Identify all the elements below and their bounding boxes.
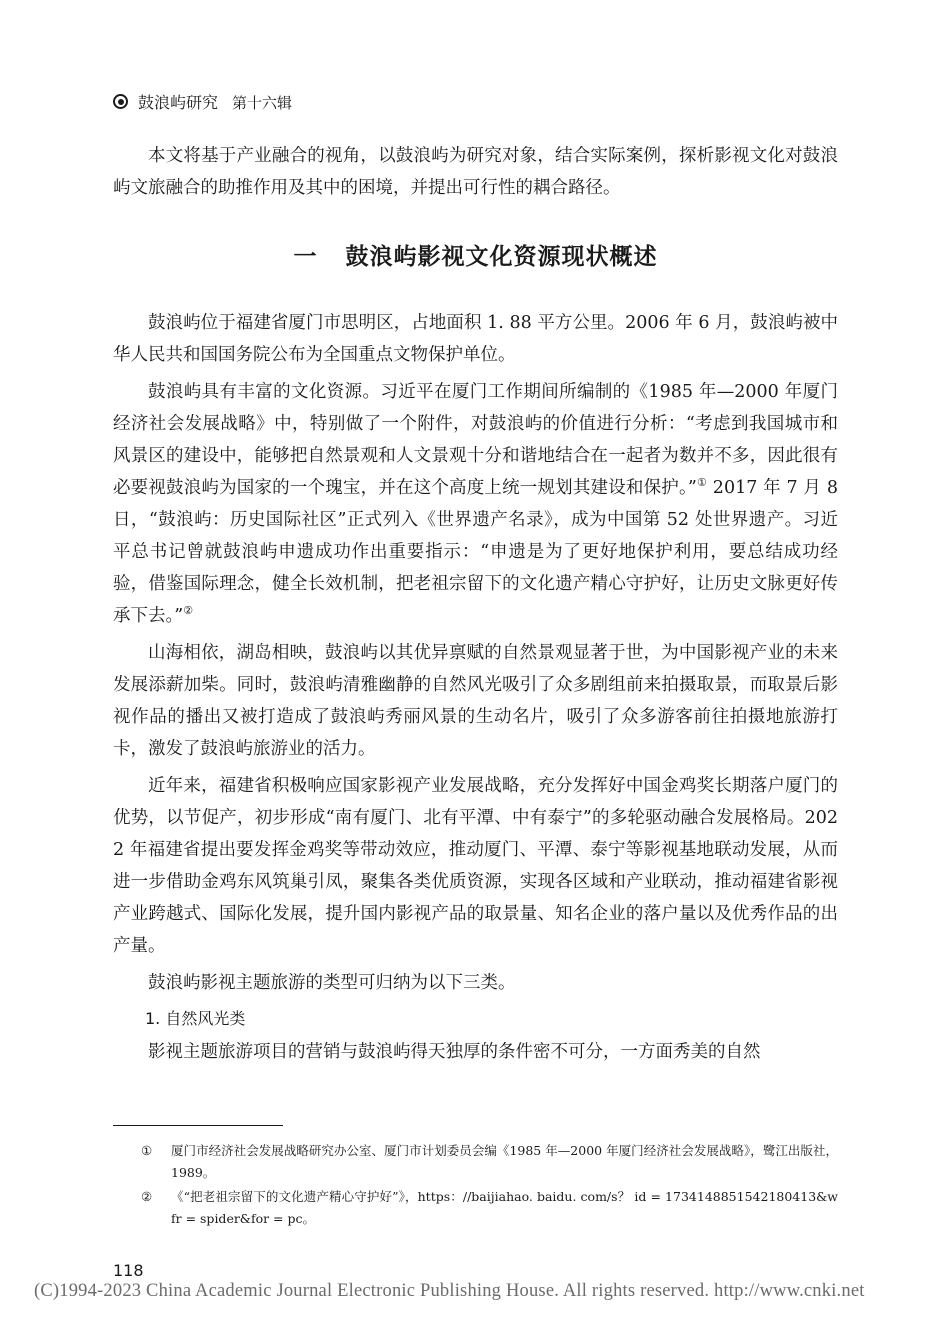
- footnote-mark: ①: [141, 1143, 153, 1158]
- footnotes: [113, 1140, 838, 1232]
- subheading-natural-scenery: 1. 自然风光类: [145, 1009, 246, 1028]
- footnote-item: [113, 1140, 838, 1184]
- article-body: [113, 140, 838, 1068]
- section-number: 一: [293, 244, 318, 270]
- paragraph-location: 鼓浪屿位于福建省厦门市思明区，占地面积 1. 88 平方公里。2006 年 6 月，鼓浪屿被中华人民共和国国务院公布为全国重点文物保护单位。: [113, 313, 838, 365]
- paragraph-cultural-resources: [113, 376, 838, 632]
- footnote-divider: [113, 1125, 283, 1126]
- page-number: 118: [113, 1261, 144, 1280]
- paragraph-tourism-types: 鼓浪屿影视主题旅游的类型可归纳为以下三类。: [148, 973, 516, 993]
- footnote-ref-2[interactable]: ②: [183, 604, 194, 618]
- copyright-watermark: (C)1994-2023 China Academic Journal Electronic Publishing House. All rights reserved. http://www.cnki.net: [34, 1281, 865, 1301]
- footnote-text: 厦门市经济社会发展战略研究办公室、厦门市计划委员会编《1985 年—2000 年厦门经济社会发展战略》，鹭江出版社，1989。: [171, 1143, 838, 1180]
- journal-title: 鼓浪屿研究: [138, 93, 219, 112]
- intro-paragraph: 本文将基于产业融合的视角，以鼓浪屿为研究对象，结合实际案例，探析影视文化对鼓浪屿文旅融合的助推作用及其中的困境，并提出可行性的耦合路径。: [113, 146, 838, 198]
- paragraph-landscape: 山海相依，湖岛相映，鼓浪屿以其优异禀赋的自然景观显著于世，为中国影视产业的未来发展添薪加柴。同时，鼓浪屿清雅幽静的自然风光吸引了众多剧组前来拍摄取景，而取景后影视作品的播出又被打造成了鼓浪屿秀丽风景的生动名片，吸引了众多游客前往拍摄地旅游打卡，激发了鼓浪屿旅游业的活力。: [113, 643, 838, 759]
- paragraph-text-b: 2017 年 7 月 8 日，“鼓浪屿：历史国际社区”正式列入《世界遗产名录》，成为中国第 52 处世界遗产。习近平总书记曾就鼓浪屿申遗成功作出重要指示：“申遗是为了更好地保护利用，要总结成功经验，借鉴国际理念，健全长效机制，把老祖宗留下的文化遗产精心守护好，让历史文脉更好传承下去。”: [113, 478, 838, 626]
- paragraph-text-a: 鼓浪屿具有丰富的文化资源。习近平在厦门工作期间所编制的《1985 年—2000 年厦门经济社会发展战略》中，特别做了一个附件，对鼓浪屿的价值进行分析：“考虑到我国城市和风景区的建设中，能够把自然景观和人文景观十分和谐地结合在一起者为数并不多，因此很有必要视鼓浪屿为国家的一个瑰宝，并在这个高度上统一规划其建设和保护。”: [113, 382, 838, 498]
- footnote-item: [113, 1186, 838, 1230]
- section-title: 鼓浪屿影视文化资源现状概述: [345, 244, 658, 270]
- paragraph-fujian-strategy: 近年来，福建省积极响应国家影视产业发展战略，充分发挥好中国金鸡奖长期落户厦门的优势，以节促产，初步形成“南有厦门、北有平潭、中有泰宁”的多轮驱动融合发展格局。2022 年福建省提出要发挥金鸡奖等带动效应，推动厦门、平潭、泰宁等影视基地联动发展，从而进一步借助金鸡东风筑巢引凤，聚集各类优质资源，实现各区域和产业联动，推动福建省影视产业跨越式、国际化发展，提升国内影视产品的取景量、知名企业的落户量以及优秀作品的出产量。: [113, 776, 838, 956]
- footnote-mark: ②: [141, 1189, 153, 1204]
- running-header: [113, 90, 292, 113]
- footnote-ref-1[interactable]: ①: [696, 476, 708, 490]
- paragraph-marketing: 影视主题旅游项目的营销与鼓浪屿得天独厚的条件密不可分，一方面秀美的自然: [148, 1042, 761, 1062]
- footnote-text: 《“把老祖宗留下的文化遗产精心守护好”》，https：//baijiahao. baidu. com/s？ id = 1734148851542180413&wfr = spider&for = pc。: [171, 1189, 838, 1226]
- section-heading: [113, 238, 838, 271]
- bullet-icon: [113, 94, 128, 109]
- issue-label: 第十六辑: [232, 94, 293, 112]
